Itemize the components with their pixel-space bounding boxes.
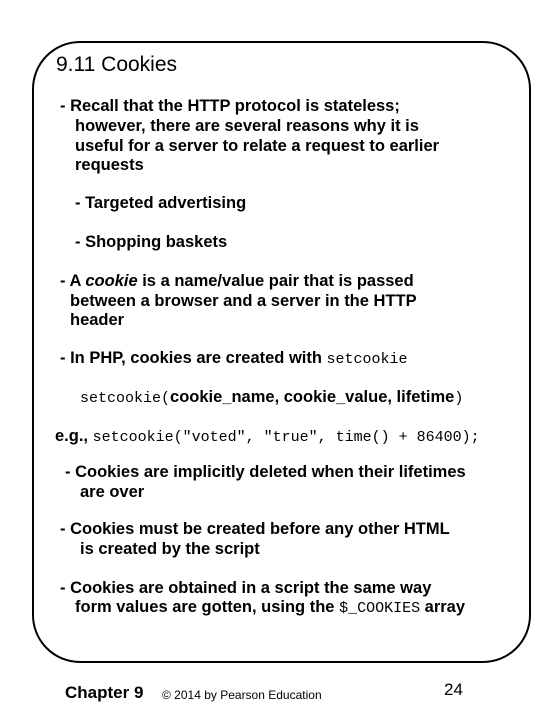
bullet-obtained-line-2 bbox=[75, 598, 465, 619]
bullet-created-before-line-2: is created by the script bbox=[80, 540, 260, 558]
bullet-implicit-delete-line-2: are over bbox=[80, 483, 145, 501]
obtained-suffix: array bbox=[420, 598, 466, 616]
bullet-recall-line-1: - Recall that the HTTP protocol is stateless; bbox=[60, 97, 400, 115]
setcookie-code: setcookie bbox=[326, 351, 408, 368]
syntax-params: cookie_name, cookie_value, lifetime bbox=[170, 388, 455, 406]
syntax-code-open: setcookie( bbox=[80, 390, 171, 407]
php-text: - In PHP, cookies are created with bbox=[60, 349, 327, 367]
example-label: e.g., bbox=[55, 427, 93, 445]
cookie-def-prefix: - A bbox=[60, 272, 86, 290]
slide-title: 9.11 Cookies bbox=[56, 53, 178, 76]
setcookie-example bbox=[55, 427, 480, 448]
bullet-implicit-delete-line-1: - Cookies are implicitly deleted when their lifetimes bbox=[65, 463, 466, 481]
footer-copyright: © 2014 by Pearson Education bbox=[162, 688, 322, 702]
footer-page-number: 24 bbox=[444, 680, 463, 699]
bullet-cookie-definition-line-2: between a browser and a server in the HTTP bbox=[70, 292, 417, 310]
setcookie-syntax bbox=[80, 388, 463, 409]
bullet-recall-line-2: however, there are several reasons why it is bbox=[75, 117, 419, 135]
bullet-created-before-line-1: - Cookies must be created before any other HTML bbox=[60, 520, 450, 538]
footer-chapter: Chapter 9 bbox=[65, 683, 144, 702]
sub-bullet-shopping: - Shopping baskets bbox=[75, 233, 228, 251]
bullet-recall-line-4: requests bbox=[75, 156, 144, 174]
obtained-prefix: form values are gotten, using the bbox=[75, 598, 340, 616]
cookies-array-code: $_COOKIES bbox=[339, 600, 421, 617]
bullet-php-setcookie bbox=[60, 349, 408, 370]
sub-bullet-advertising: - Targeted advertising bbox=[75, 194, 247, 212]
bullet-cookie-definition-line-3: header bbox=[70, 311, 125, 329]
syntax-code-close: ) bbox=[454, 390, 464, 407]
bullet-recall-line-3: useful for a server to relate a request to earlier bbox=[75, 137, 440, 155]
cookie-def-suffix: is a name/value pair that is passed bbox=[137, 272, 414, 290]
bullet-obtained-line-1: - Cookies are obtained in a script the same way bbox=[60, 579, 432, 597]
bullet-cookie-definition-line-1 bbox=[60, 272, 414, 292]
cookie-term: cookie bbox=[85, 272, 138, 290]
example-code: setcookie("voted", "true", time() + 86400); bbox=[92, 429, 480, 446]
